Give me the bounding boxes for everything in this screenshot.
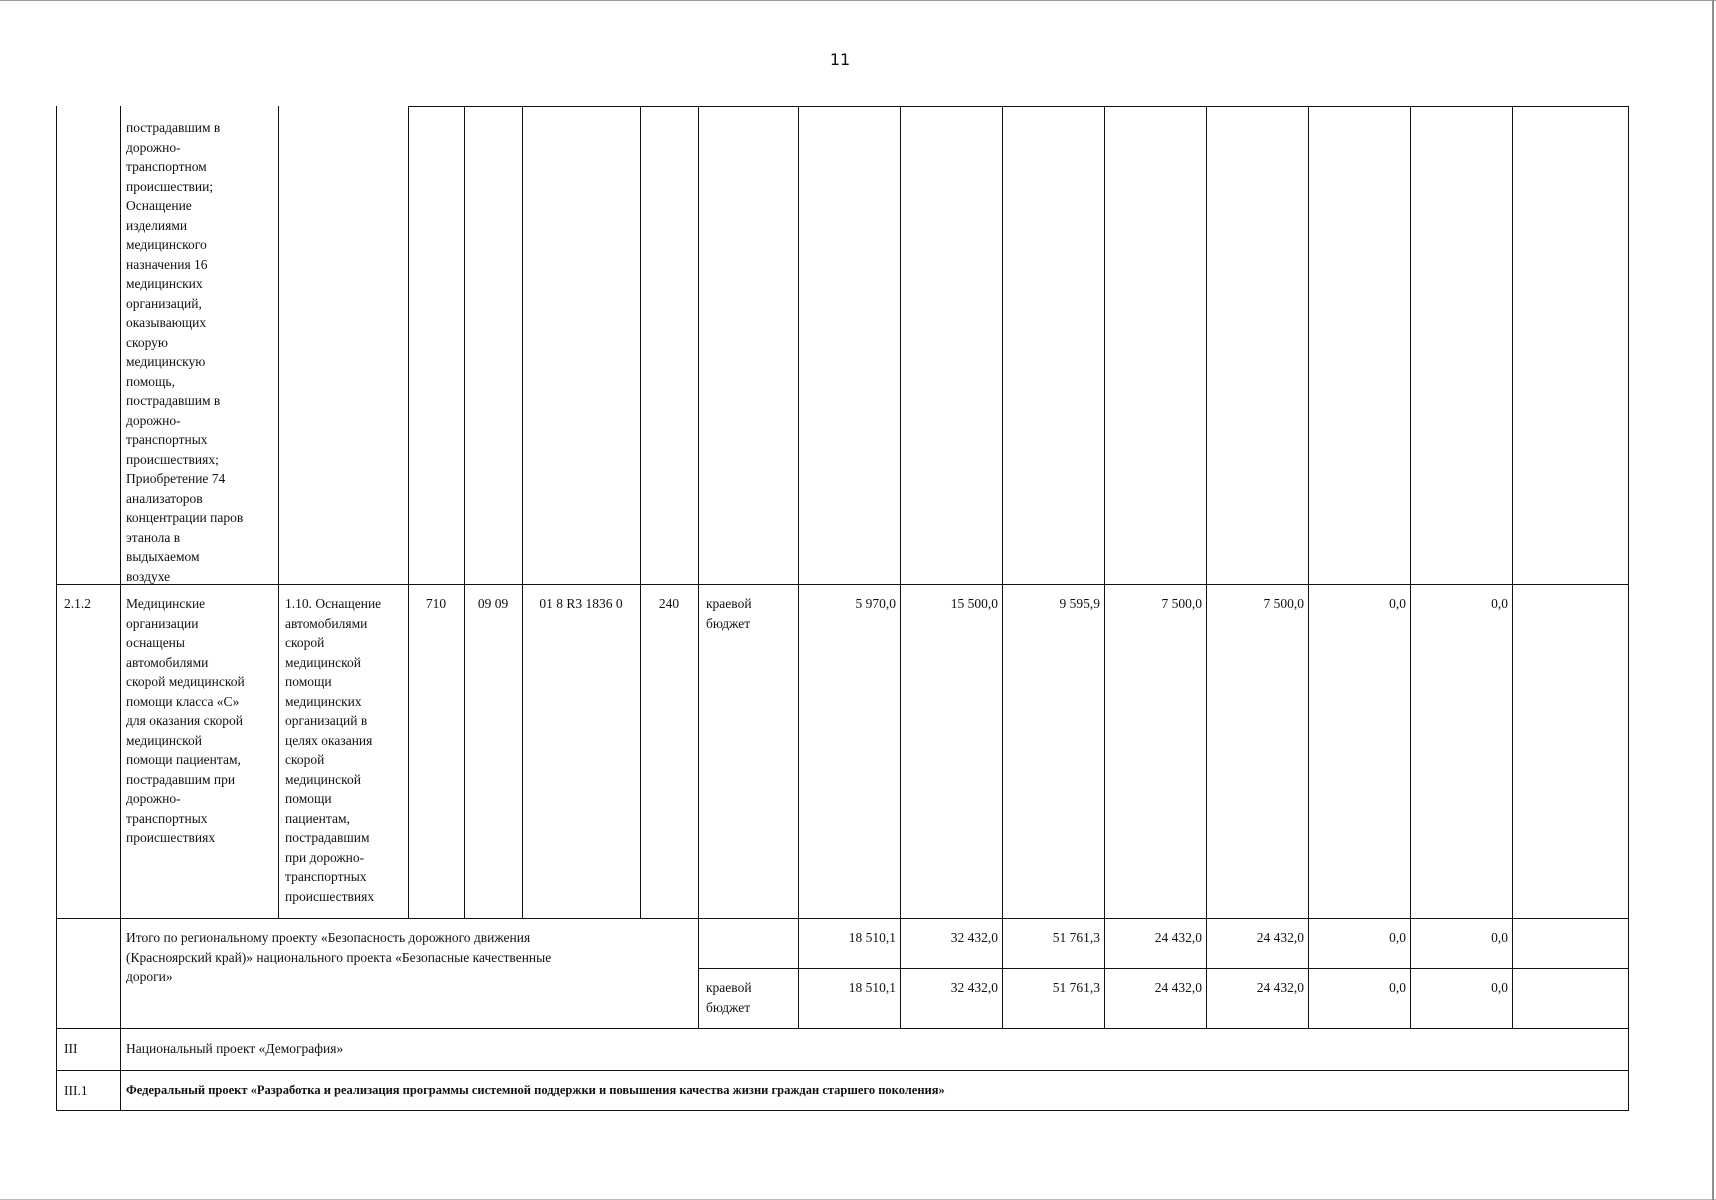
row-212-number: 2.1.2	[64, 596, 91, 611]
page-number: 11	[829, 50, 851, 69]
row-212-result: Медицинские организации оснащены автомобилями скорой медицинской помощи класса «С» для оказания скорой медицинской помощи пациентам, пострадавшим при дорожно- транспортных происшествиях	[126, 596, 245, 845]
col-line-year2	[1002, 106, 1003, 1029]
row-212-grbs: 710	[425, 596, 447, 611]
row-212-value-1: 5 970,0	[855, 596, 896, 611]
col-line-csr	[640, 106, 641, 919]
row-212-rzpr: 09 09	[477, 596, 509, 611]
col-line-year6	[1410, 106, 1411, 1029]
section-iii1-title: Федеральный проект «Разработка и реализация программы системной поддержки и повышения качества жизни граждан старшего поколения»	[126, 1083, 945, 1097]
total-row2-value-4: 24 432,0	[1154, 980, 1202, 995]
row-212-source: краевой бюджет	[706, 596, 752, 631]
total-row1-value-1: 18 510,1	[848, 930, 896, 945]
section-iii-number: III	[64, 1041, 78, 1056]
total-row1-value-5: 24 432,0	[1256, 930, 1304, 945]
total-row1-value-7: 0,0	[1491, 930, 1508, 945]
col-line-number	[120, 106, 121, 1111]
col-line-vr	[698, 106, 699, 1029]
section-iii1-number: III.1	[64, 1083, 88, 1098]
col-line-year5	[1308, 106, 1309, 1029]
row-212-value-5: 7 500,0	[1263, 596, 1304, 611]
row-212-csr: 01 8 R3 1836 0	[539, 596, 623, 611]
total-row1-value-2: 32 432,0	[950, 930, 998, 945]
row-212-value-2: 15 500,0	[950, 596, 998, 611]
row-divider-total	[56, 918, 1628, 919]
total-row2-source: краевой бюджет	[706, 980, 752, 1015]
total-row2-value-6: 0,0	[1389, 980, 1406, 995]
total-row1-value-4: 24 432,0	[1154, 930, 1202, 945]
table-top-border	[408, 106, 1628, 107]
row-212-activity: 1.10. Оснащение автомобилями скорой медицинской помощи медицинских организаций в целях оказания скорой медицинской помощи пациентам, пострадавшим при дорожно- транспортных происшествиях	[285, 596, 382, 904]
total-row2-value-2: 32 432,0	[950, 980, 998, 995]
total-row2-value-5: 24 432,0	[1256, 980, 1304, 995]
col-line-result	[278, 106, 279, 919]
total-label: Итого по региональному проекту «Безопасность дорожного движения (Красноярский край)» национального проекта «Безопасные качественные дороги»	[126, 930, 552, 984]
col-line-year3	[1104, 106, 1105, 1029]
col-line-right	[1628, 106, 1629, 1111]
row-divider-section-iii	[56, 1028, 1628, 1029]
row-divider-212	[56, 584, 1628, 585]
total-row1-value-3: 51 761,3	[1052, 930, 1100, 945]
row-divider-total-sub	[698, 968, 1628, 969]
total-row2-value-7: 0,0	[1491, 980, 1508, 995]
col-line-year4	[1206, 106, 1207, 1029]
total-row1-value-6: 0,0	[1389, 930, 1406, 945]
col-line-source	[798, 106, 799, 1029]
row-212-value-6: 0,0	[1389, 596, 1406, 611]
col-line-activity	[408, 106, 409, 919]
col-line-rzpr	[522, 106, 523, 919]
row-212-value-3: 9 595,9	[1059, 596, 1100, 611]
col-line-left	[56, 106, 57, 1111]
row-212-value-4: 7 500,0	[1161, 596, 1202, 611]
col-line-year7	[1512, 106, 1513, 1029]
row-212-value-7: 0,0	[1491, 596, 1508, 611]
col-line-year1	[900, 106, 901, 1029]
row-divider-section-iii1	[56, 1070, 1628, 1071]
row-212-vr: 240	[658, 596, 680, 611]
top-row-description: пострадавшим в дорожно- транспортном происшествии; Оснащение изделиями медицинского назначения 16 медицинских организаций, оказывающих скорую медицинскую помощь, пострадавшим в дорожно- транспортных происшествиях; Приобретение 74 анализаторов концентрации паров этанола в выдыхаемом воздухе	[126, 120, 244, 584]
total-row2-value-3: 51 761,3	[1052, 980, 1100, 995]
total-row2-value-1: 18 510,1	[848, 980, 896, 995]
col-line-grbs	[464, 106, 465, 919]
section-iii-title: Национальный проект «Демография»	[126, 1041, 344, 1056]
table-bottom-border	[56, 1110, 1628, 1111]
